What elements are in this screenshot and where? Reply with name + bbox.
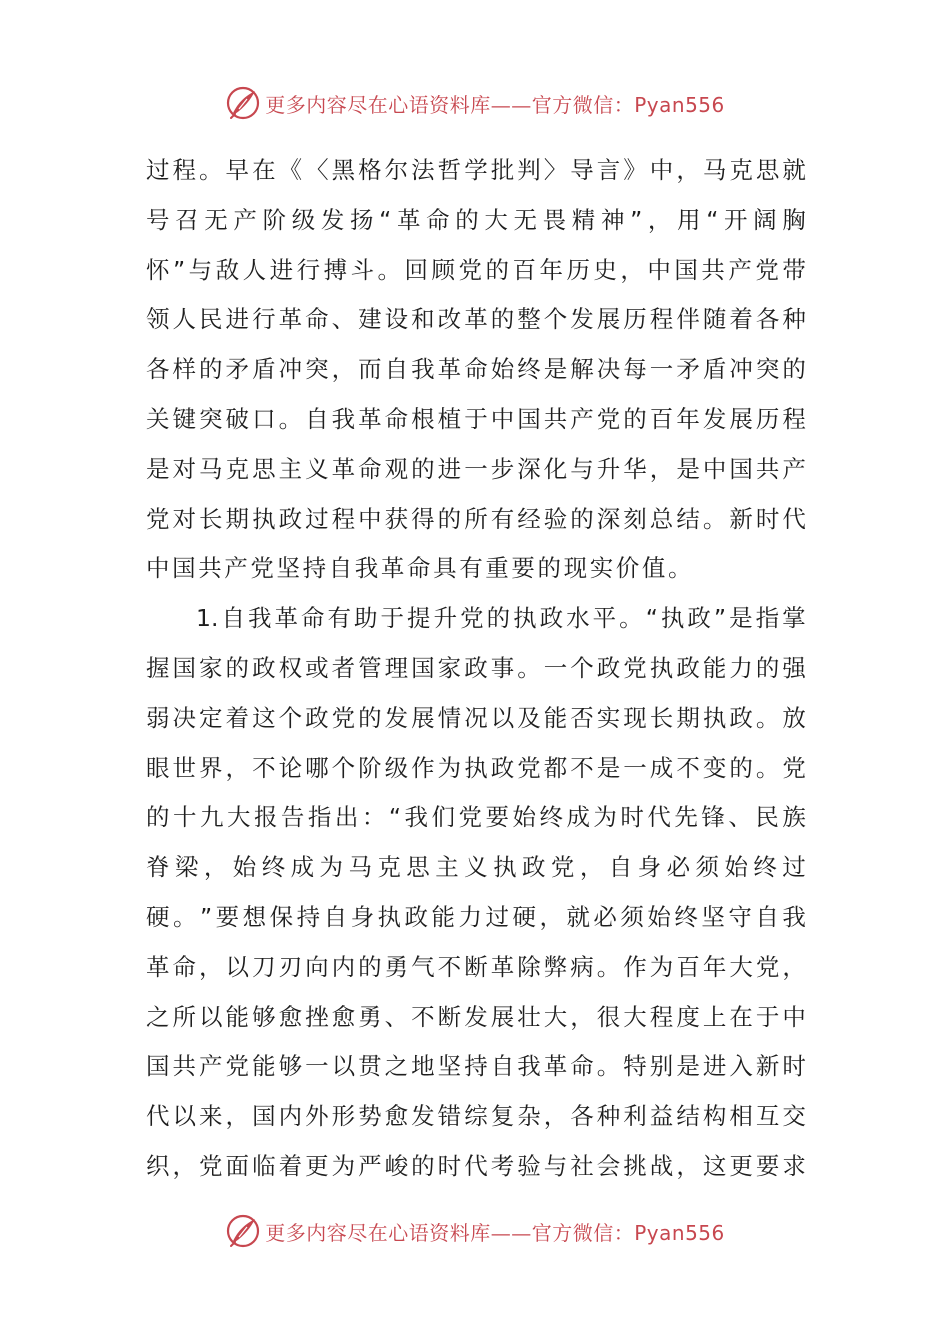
watermark-contact-id: Pyan556 [634,1220,725,1245]
text-line: 号 召 无 产 阶 级 发 扬 “ 革 命 的 大 无 畏 精 神 ” ， 用 “ 开 阔 胸 [146,205,806,234]
watermark-dash: —— [490,1220,532,1245]
watermark-title: 更多内容尽在心语资料库 [265,92,491,117]
text-line: 的 十 九 大 报 告 指 出 ： “ 我 们 党 要 始 终 成 为 时 代 先 锋 、 民 族 [146,803,806,832]
watermark-contact-label: 官方微信： [531,1220,635,1245]
text-line: 是 对 马 克 思 主 义 革 命 观 的 进 一 步 深 化 与 升 华 ， 是 中 国 共 产 [146,454,806,483]
watermark-dash: —— [490,92,532,117]
text-line: 中国共产党坚持自我革命具有重要的现实价值。 [146,554,695,583]
text-line: 过 程 。 早 在 《 〈 黑 格 尔 法 哲 学 批 判 〉 导 言 》 中 ， 马 克 思 就 [146,156,806,184]
text-line: 党 对 长 期 执 政 过 程 中 获 得 的 所 有 经 验 的 深 刻 总 结 。 新 时 代 [146,504,806,533]
text-line: 国 共 产 党 能 够 一 以 贯 之 地 坚 持 自 我 革 命 。 特 别 是 进 入 新 时 [146,1052,806,1081]
text-line: 眼 世 界 ， 不 论 哪 个 阶 级 作 为 执 政 党 都 不 是 一 成 不 变 的 。 党 [146,753,806,782]
text-line: 各 样 的 矛 盾 冲 突 ， 而 自 我 革 命 始 终 是 解 决 每 一 矛 盾 冲 突 的 [146,355,806,384]
text-line: 握 国 家 的 政 权 或 者 管 理 国 家 政 事 。 一 个 政 党 执 政 能 力 的 强 [146,653,806,682]
text-line: 1. 自 我 革 命 有 助 于 提 升 党 的 执 政 水 平 。 “ 执 政 ” 是 指 掌 [196,604,806,633]
text-line: 织 ， 党 面 临 着 更 为 严 峻 的 时 代 考 验 与 社 会 挑 战 ， 这 更 要 求 [146,1151,806,1180]
header-watermark [0,78,950,128]
text-line: 革 命 ， 以 刀 刃 向 内 的 勇 气 不 断 革 除 弊 病 。 作 为 百 年 大 党 ， [146,952,806,981]
quill-pen-logo-icon [225,1213,261,1249]
text-line: 之 所 以 能 够 愈 挫 愈 勇 、 不 断 发 展 壮 大 ， 很 大 程 度 上 在 于 中 [146,1002,806,1031]
text-line: 脊 梁 ， 始 终 成 为 马 克 思 主 义 执 政 党 ， 自 身 必 须 始 终 过 [146,853,806,882]
text-line: 关 键 突 破 口 。 自 我 革 命 根 植 于 中 国 共 产 党 的 百 年 发 展 历 程 [146,404,806,433]
text-line: 领 人 民 进 行 革 命 、 建 设 和 改 革 的 整 个 发 展 历 程 伴 随 着 各 种 [146,305,806,334]
watermark-text [265,1217,725,1246]
text-line: 代 以 来 ， 国 内 外 形 势 愈 发 错 综 复 杂 ， 各 种 利 益 结 构 相 互 交 [146,1102,806,1131]
document-body [146,146,806,1192]
watermark-contact-label: 官方微信： [531,92,635,117]
footer-watermark [0,1206,950,1256]
quill-pen-logo-icon [225,85,261,121]
text-line: 弱 决 定 着 这 个 政 党 的 发 展 情 况 以 及 能 否 实 现 长 期 执 政 。 放 [146,703,806,732]
watermark-text [265,89,725,118]
text-line: 怀 ” 与 敌 人 进 行 搏 斗 。 回 顾 党 的 百 年 历 史 ， 中 国 共 产 党 带 [146,255,806,284]
text-line: 硬 。 ” 要 想 保 持 自 身 执 政 能 力 过 硬 ， 就 必 须 始 终 坚 守 自 我 [146,902,806,931]
watermark-contact-id: Pyan556 [634,92,725,117]
watermark-title: 更多内容尽在心语资料库 [265,1220,491,1245]
